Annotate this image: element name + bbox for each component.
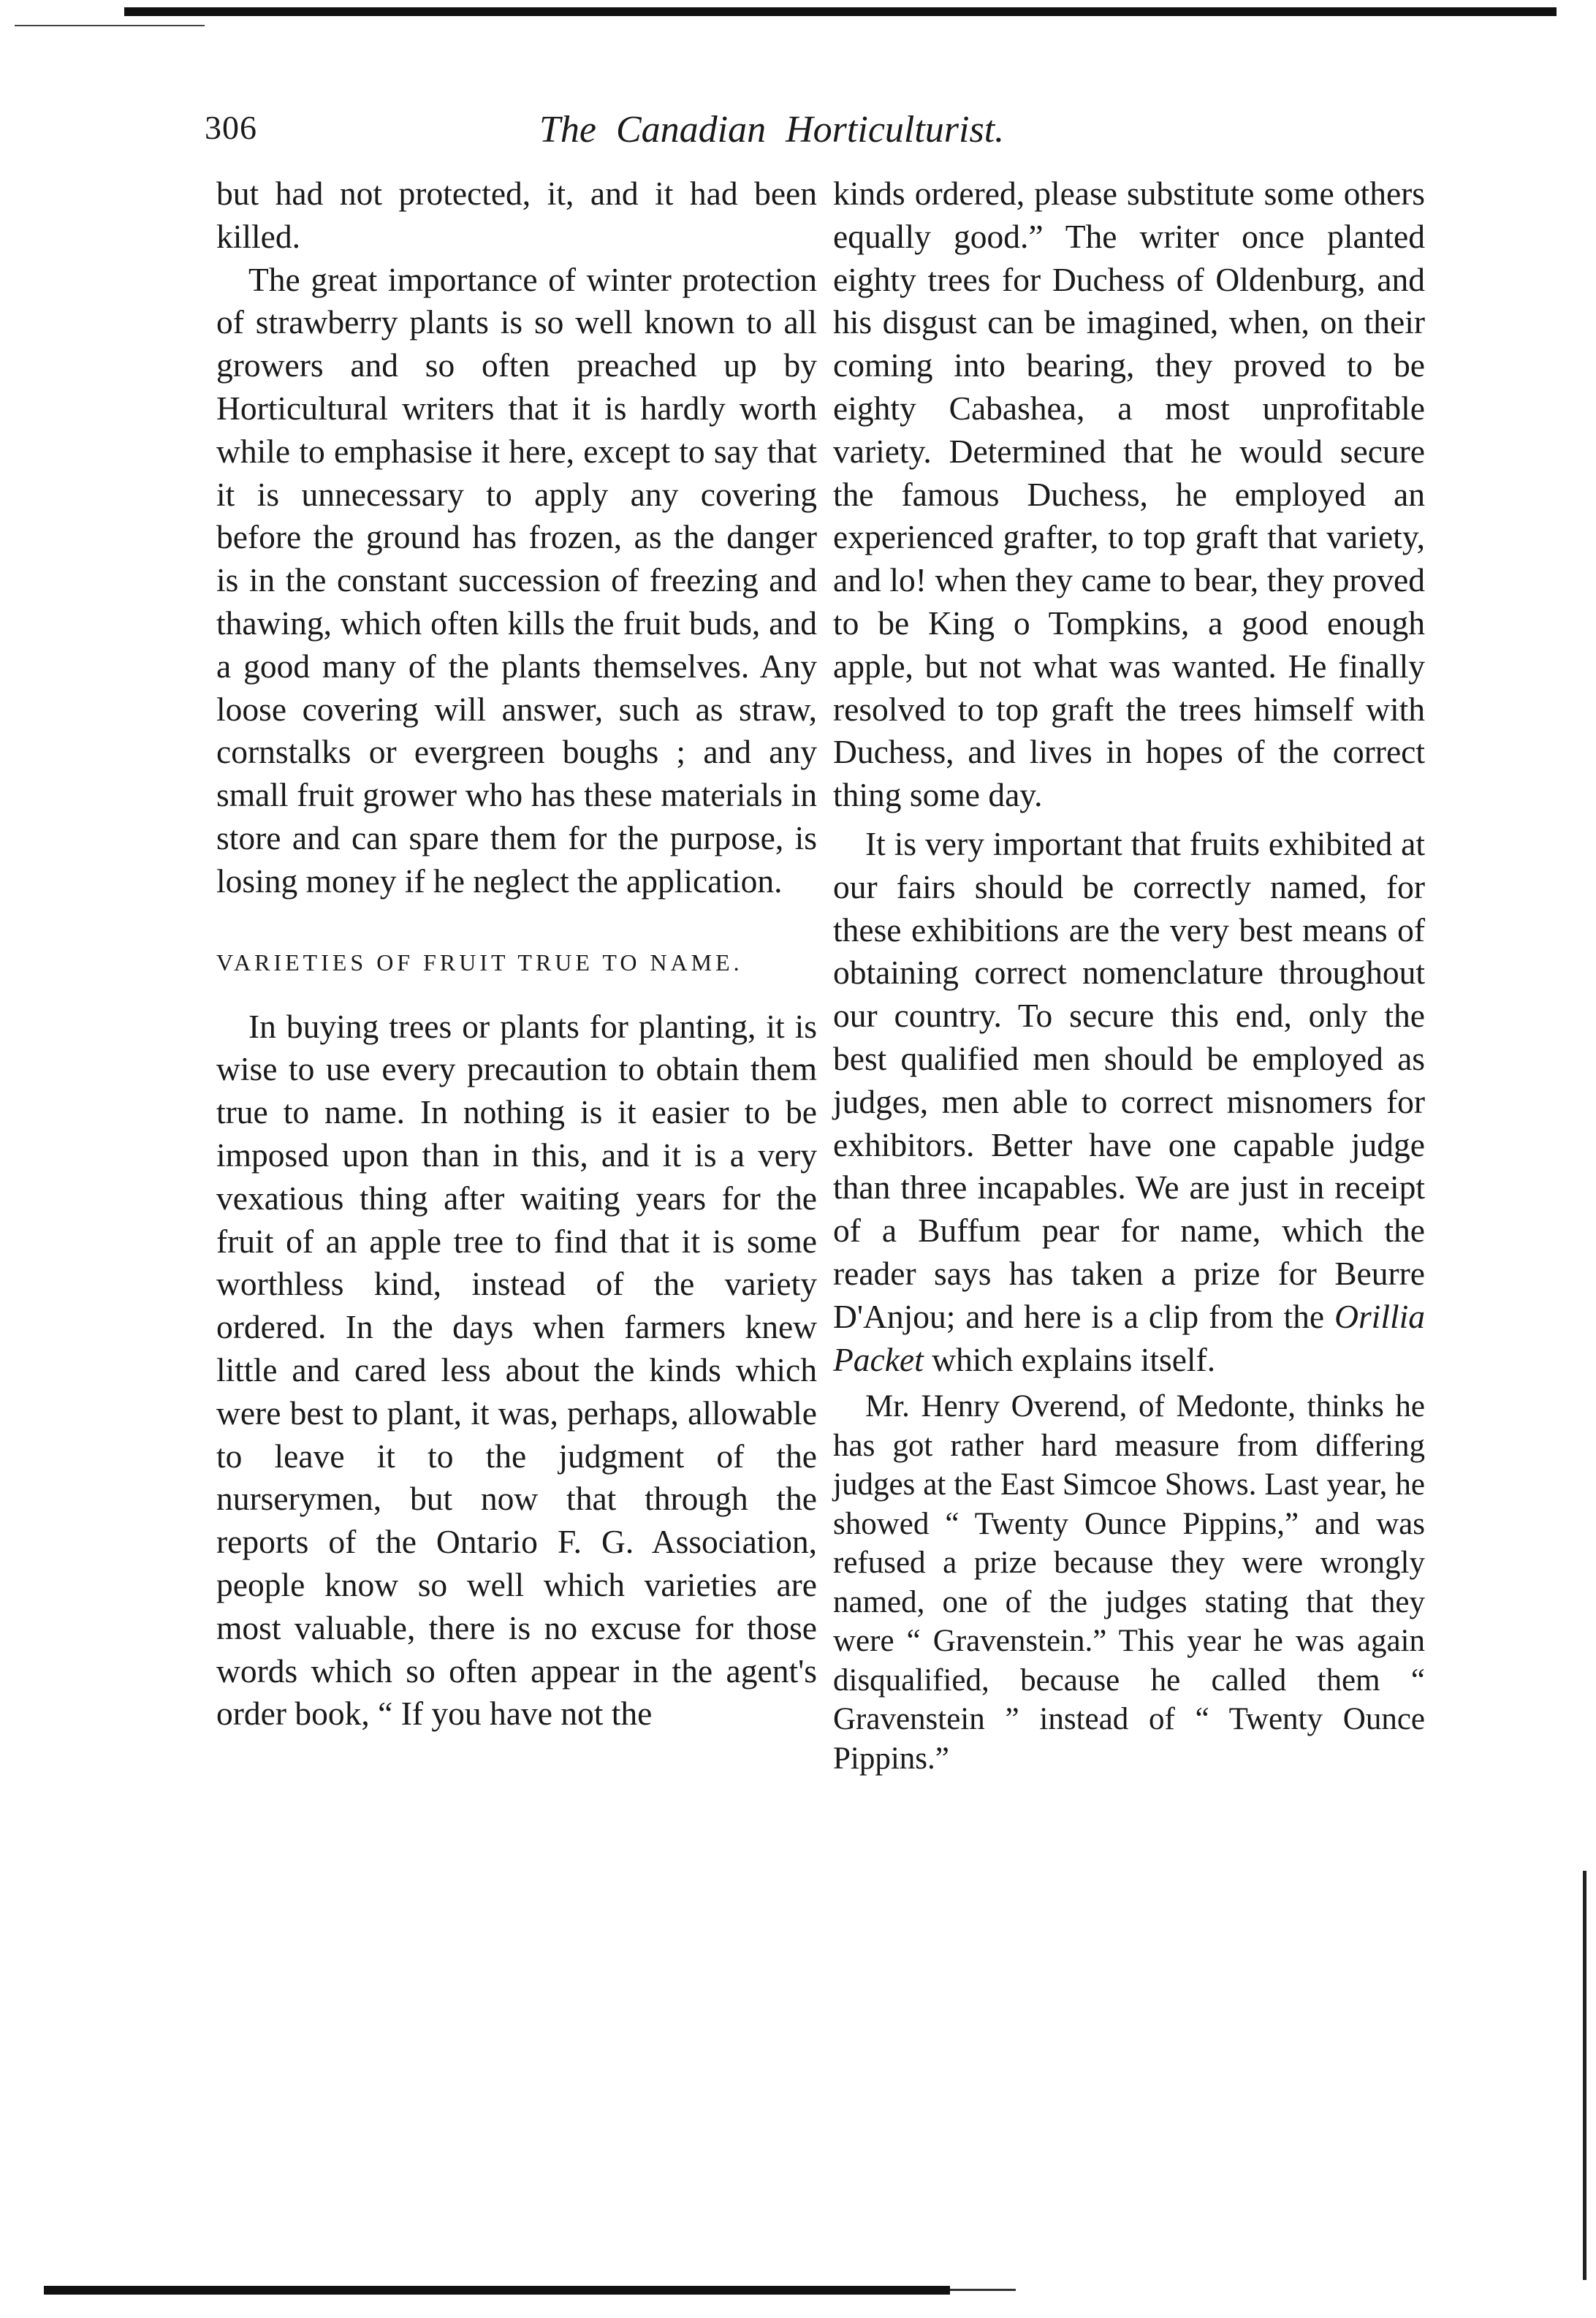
bottom-thin-rule [950,2289,1016,2291]
paragraph-text: which explains itself. [923,1340,1216,1378]
paragraph-text: It is very important that fruits exhibited at our fairs should be correctly named, for these exhibitions are the very best means of obtaining correct nomenclature throughout our country. To secure this end, only the best qualified men should be employed as judges, men able to correct misnomers for exhibitors. Better have one capable judge than three incapables. We are just in receipt of a Buffum pear for name, which the reader says has taken a prize for Beurre D'Anjou; and here is a clip from the [833,824,1425,1335]
section-heading: VARIETIES OF FRUIT TRUE TO NAME. [216,949,743,976]
bottom-rule [44,2286,950,2295]
paragraph: In buying trees or plants for planting, it is wise to use every precaution to obtain them true to name. In nothing is it easier to be imposed upon than in this, and it is a very vexatious thing after waiting years for the fruit of an apple tree to find that it is some worthless kind, instead of the variety ordered. In the days when farmers knew little and cared less about the kinds which were best to plant, it was, perhaps, allowable to leave it to the judgment of the nurserymen, but now that through the reports of the Ontario F. G. Association, people know so well which varieties are most valuable, there is no excuse for those words which so often appear in the agent's order book, “ If you have not the [216,1007,817,1733]
right-column [833,172,1425,1778]
paragraph: but had not protected, it, and it had been killed. [216,175,817,255]
paragraph [833,823,1425,1381]
newspaper-title: Orillia Packet [833,1297,1425,1378]
page-number: 306 [205,109,257,146]
left-column [216,172,817,1736]
top-thin-rule [15,25,205,26]
paragraph: The great importance of winter protection of strawberry plants is so well known to all growers and so often preached up by Horticultural writers that it is hardly worth while to emphasise it here, except to say that it is unnecessary to apply any covering before the ground has frozen, as the danger is in the constant succession of freezing and thawing, which often kills the fruit buds, and a good many of the plants themselves. Any loose covering will answer, such as straw, cornstalks or evergreen boughs ; and any small fruit grower who has these materials in store and can spare them for the purpose, is losing money if he neglect the application. [216,260,817,900]
top-rule [124,7,1557,16]
page-header [205,108,1403,167]
running-title: The Canadian Horticulturist. [539,109,1005,151]
right-edge-rule [1583,1871,1586,2280]
paragraph: kinds ordered, please substitute some others equally good.” The writer once planted eighty trees for Duchess of Oldenburg, and his disgust can be imagined, when, on their coming into bearing, they proved to be eighty Cabashea, a most unprofitable variety. Determined that he would secure the famous Duchess, he employed an experienced grafter, to top graft that variety, and lo! when they came to bear, they proved to be King o Tompkins, a good enough apple, but not what was wanted. He finally resolved to top graft the trees himself with Duchess, and lives in hopes of the correct thing some day. [833,175,1425,814]
quoted-clipping: Mr. Henry Overend, of Medonte, thinks he has got rather hard measure from differing judges at the East Simcoe Shows. Last year, he showed “ Twenty Ounce Pippins,” and was refused a prize because they were wrongly named, one of the judges stating that they were “ Gravenstein.” This year he was again disqualified, because he called them “ Gravenstein ” instead of “ Twenty Ounce Pippins.” [833,1389,1425,1776]
